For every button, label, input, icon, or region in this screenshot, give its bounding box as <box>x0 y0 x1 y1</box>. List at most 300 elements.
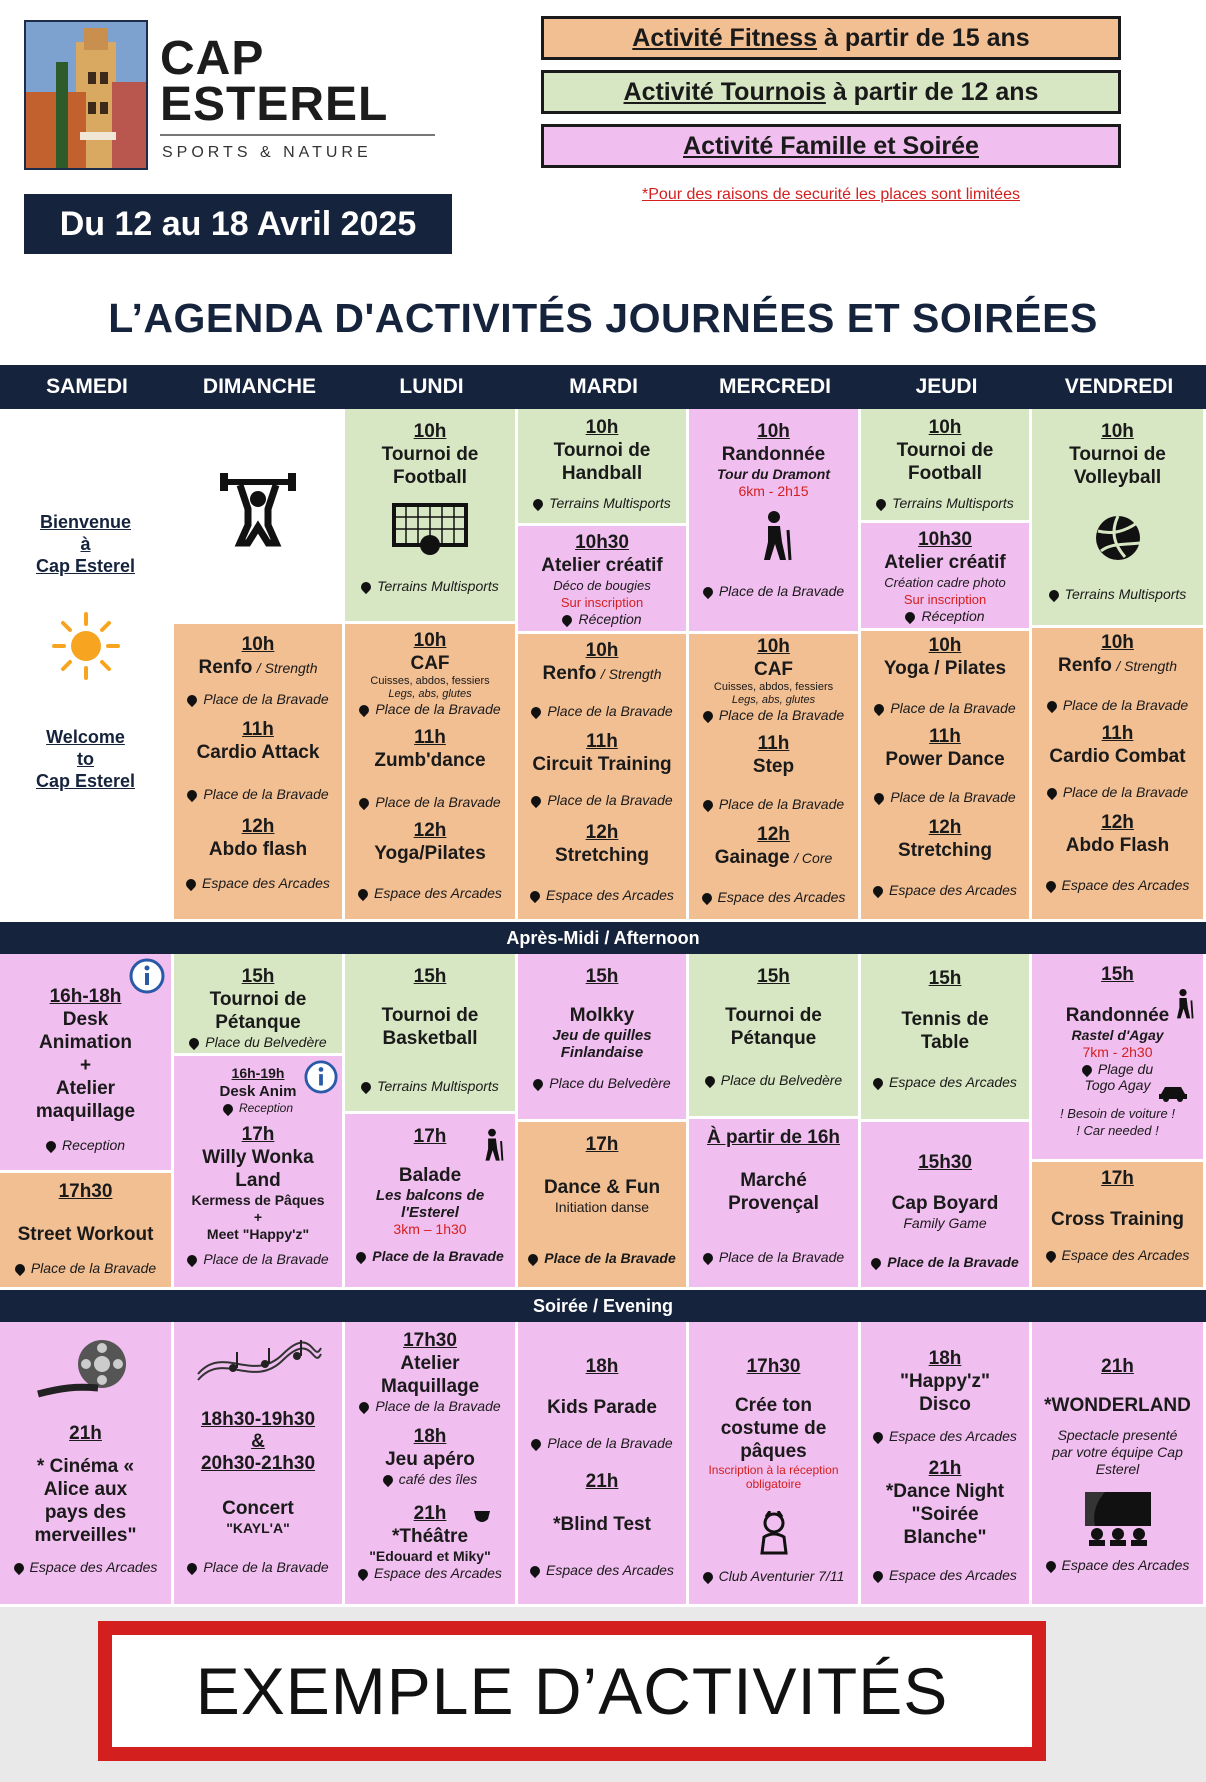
time-label: 18h30-19h30 <box>200 1409 316 1430</box>
time-label: 21h <box>928 1458 962 1479</box>
pin-icon <box>701 1570 715 1584</box>
registration-note: Sur inscription <box>903 592 987 607</box>
volleyball-icon <box>1093 513 1143 563</box>
pin-icon <box>526 1252 540 1266</box>
location: Place de la Bravade <box>518 703 686 719</box>
welcome-fr: Bienvenue à Cap Esterel <box>35 512 136 576</box>
activity-name: Randonnée <box>721 444 826 465</box>
pin-icon <box>871 1569 885 1583</box>
sun-icon <box>51 611 121 681</box>
village-illustration <box>26 22 146 168</box>
location: Place de la Bravade <box>518 792 686 808</box>
vendredi-tournoi-volleyball <box>1032 409 1206 628</box>
activity-name: Desk Anim <box>219 1083 297 1100</box>
activity-name: Tournoi de Volleyball <box>1069 444 1166 488</box>
location: Place de la Bravade <box>1032 784 1203 800</box>
music-notes-icon <box>193 1334 323 1394</box>
activity-name: Abdo Flash <box>1065 835 1170 856</box>
activity-name: *Dance Night "Soirée Blanche" <box>885 1481 1005 1548</box>
activity-name: Street Workout <box>17 1224 154 1245</box>
time-label: 21h <box>69 1423 102 1444</box>
location: Place de la Bravade <box>518 1435 686 1451</box>
vendredi-randonnee <box>1032 954 1206 1162</box>
pin-icon <box>529 1437 543 1451</box>
time-label: 12h <box>757 824 790 845</box>
time-label: 10h <box>1101 632 1134 653</box>
info-icon <box>129 958 165 994</box>
distance-duration: 3km – 1h30 <box>393 1221 467 1237</box>
pin-icon <box>1045 699 1059 713</box>
welcome-en: Welcome to Cap Esterel <box>35 727 136 791</box>
pin-icon <box>1043 1249 1057 1263</box>
day-header-vendredi: VENDREDI <box>1032 365 1206 409</box>
time-label: 17h30 <box>58 1181 113 1202</box>
mardi-evening-block <box>518 1322 689 1607</box>
activity-name: Tennis de Table <box>901 1009 989 1053</box>
car-warning-fr: ! Besoin de voiture ! <box>1060 1106 1175 1121</box>
location: Espace des Arcades <box>861 1074 1029 1090</box>
activity-name: Randonnée <box>1065 1005 1170 1026</box>
pin-icon <box>44 1139 58 1153</box>
dimanche-fitness-block <box>174 624 345 922</box>
time-label: 11h <box>242 719 274 740</box>
time-label: 10h <box>241 634 275 655</box>
pin-icon <box>903 610 917 624</box>
activity-name: CAF <box>753 659 794 680</box>
time-label: 18h <box>585 1356 619 1377</box>
activity-name: "Happy'z" Disco <box>899 1371 991 1415</box>
pin-icon <box>872 791 886 805</box>
time-label: 10h <box>413 630 447 651</box>
mardi-atelier-creatif <box>518 526 689 634</box>
location: Réception <box>861 608 1029 624</box>
location: Espace des Arcades <box>861 882 1029 898</box>
activity-name: Zumb'dance <box>374 750 486 771</box>
pin-icon <box>869 1256 883 1270</box>
activity-name: Yoga/Pilates <box>374 843 486 864</box>
location: Espace des Arcades <box>1032 1557 1203 1573</box>
stage-show-icon <box>1083 1490 1153 1546</box>
location: Place de la Bravade <box>0 1260 171 1276</box>
jeudi-cap-boyard <box>861 1122 1032 1290</box>
time-label: 17h30 <box>746 1356 801 1377</box>
distance-duration: 6km - 2h15 <box>738 483 809 499</box>
samedi-desk-animation <box>0 954 174 1173</box>
location: Place du Belvedère <box>689 1072 858 1088</box>
location: Place de la Bravade <box>345 1398 515 1414</box>
location: Place de la Bravade <box>345 794 515 810</box>
pin-icon <box>356 887 370 901</box>
day-header-lundi: LUNDI <box>345 365 518 409</box>
location: Espace des Arcades <box>0 1559 171 1575</box>
pin-icon <box>703 1074 717 1088</box>
location: Place de la Bravade <box>518 1250 686 1266</box>
location: Espace des Arcades <box>1032 1247 1203 1263</box>
time-label: 11h <box>414 727 446 748</box>
activity-name: Tournoi de Basketball <box>381 1005 479 1049</box>
welcome-cell <box>0 409 174 922</box>
pin-icon <box>872 702 886 716</box>
location: Espace des Arcades <box>861 1428 1029 1444</box>
location: Place de la Bravade <box>861 789 1029 805</box>
activity-name: Stretching <box>555 845 649 866</box>
pin-icon <box>699 891 713 905</box>
location: Place de la Bravade <box>689 583 858 599</box>
location: Espace des Arcades <box>861 1567 1029 1583</box>
time-label: 17h <box>1101 1168 1134 1189</box>
location: Place de la Bravade <box>689 707 858 723</box>
mardi-fitness-block <box>518 634 689 922</box>
film-reel-icon <box>36 1336 136 1400</box>
activity-detail: Les balcons de l'Esterel <box>375 1187 485 1221</box>
pin-icon <box>701 798 715 812</box>
pin-icon <box>531 497 545 511</box>
time-label: 21h <box>1101 1356 1134 1377</box>
location: café des îles <box>345 1471 515 1487</box>
activity-name: Atelier maquillage <box>35 1078 136 1122</box>
time-label: 10h <box>757 636 790 657</box>
safety-note: *Pour des raisons de securité les places sont limitées <box>642 186 1020 203</box>
distance-duration: 7km - 2h30 <box>1082 1044 1153 1060</box>
pin-icon <box>354 1250 368 1264</box>
weightlifter-icon <box>218 469 298 549</box>
artist-name: "KAYL'A" <box>226 1520 290 1536</box>
pin-icon <box>187 1036 201 1050</box>
registration-note: Sur inscription <box>560 595 644 610</box>
activity-detail: Cuisses, abdos, fessiers <box>370 675 490 687</box>
pin-icon <box>701 585 715 599</box>
location: Club Aventurier 7/11 <box>689 1568 858 1584</box>
registration-note: Inscription à la réception obligatoire <box>708 1463 839 1491</box>
car-warning-en: ! Car needed ! <box>1076 1123 1159 1138</box>
mercredi-costume-paques <box>689 1322 861 1607</box>
time-label: 12h <box>585 822 619 843</box>
activity-name: Tournoi de Football <box>381 444 479 488</box>
activity-name: Molkky <box>569 1005 635 1026</box>
location: Place de la Bravade <box>174 1251 342 1267</box>
pin-icon <box>874 497 888 511</box>
mercredi-fitness-block <box>689 634 861 922</box>
time-separator: & <box>251 1431 265 1452</box>
dimanche-tournoi-petanque <box>174 954 345 1056</box>
activity-name: Yoga / Pilates <box>883 658 1007 679</box>
time-label: 18h <box>928 1348 962 1369</box>
time-label: 17h <box>413 1126 447 1147</box>
location: Espace des Arcades <box>174 875 342 891</box>
time-label: 17h <box>241 1124 275 1145</box>
activity-name: * Cinéma « Alice aux pays des merveilles" <box>34 1456 137 1546</box>
location: Place de la Bravade <box>174 691 342 707</box>
activity-name: Circuit Training <box>532 754 672 775</box>
time-label: 10h <box>928 417 962 438</box>
time-label: 10h30 <box>575 532 629 553</box>
time-label: 10h <box>585 640 619 661</box>
pin-icon <box>528 1564 542 1578</box>
location: Place de la Bravade <box>861 1254 1029 1270</box>
activity-detail: Spectacle presenté par votre équipe Cap Esterel <box>1052 1427 1183 1477</box>
pin-icon <box>221 1102 235 1116</box>
brand-name: CAP ESTEREL <box>160 32 389 131</box>
time-label: 11h <box>586 731 618 752</box>
time-label: 21h <box>585 1471 619 1492</box>
activity-detail: Rastel d'Agay <box>1071 1027 1164 1043</box>
time-label: 20h30-21h30 <box>200 1453 316 1474</box>
time-label: 15h <box>585 966 619 987</box>
activity-name: Renfo / Strength <box>198 657 318 678</box>
activity-name: Abdo flash <box>208 839 308 860</box>
day-header-mercredi: MERCREDI <box>689 365 861 409</box>
location: Place de la Bravade <box>174 786 342 802</box>
location: Espace des Arcades <box>518 887 686 903</box>
pin-icon <box>381 1473 395 1487</box>
pin-icon <box>357 703 371 717</box>
activity-name: Dance & Fun <box>543 1177 661 1198</box>
activity-name: Jeu apéro <box>385 1449 475 1470</box>
pin-icon <box>529 705 543 719</box>
activity-name: Atelier Maquillage <box>381 1353 480 1397</box>
location: Terrains Multisports <box>345 578 515 594</box>
time-label: 15h <box>1101 964 1134 985</box>
time-label: 10h <box>928 635 962 656</box>
time-label: 21h <box>413 1503 447 1524</box>
activity-name: Willy Wonka Land <box>202 1147 314 1191</box>
legend-tournois: Activité Tournois à partir de 12 ans <box>541 70 1121 114</box>
time-label: 15h30 <box>918 1152 972 1173</box>
location: Espace des Arcades <box>518 1562 686 1578</box>
vendredi-fitness-block <box>1032 628 1206 922</box>
activity-detail: Initiation danse <box>554 1199 650 1215</box>
location: Reception <box>0 1137 171 1153</box>
time-label: 10h <box>413 421 447 442</box>
time-label: 10h <box>585 417 619 438</box>
activity-name: Stretching <box>898 840 992 861</box>
day-header-mardi: MARDI <box>518 365 689 409</box>
location: Place de la Bravade <box>689 796 858 812</box>
location: Place de la Bravade <box>1032 697 1203 713</box>
pin-icon <box>1045 786 1059 800</box>
time-label: 12h <box>1101 812 1134 833</box>
child-costume-icon <box>754 1511 794 1555</box>
jeudi-tournoi-football <box>861 409 1032 523</box>
pin-icon <box>1047 588 1061 602</box>
lundi-fitness-block <box>345 624 518 922</box>
time-label: 12h <box>241 816 275 837</box>
pin-icon <box>359 580 373 594</box>
info-icon <box>304 1060 338 1094</box>
day-header-dimanche: DIMANCHE <box>174 365 345 409</box>
mercredi-randonnee <box>689 409 861 634</box>
activity-name: Balade <box>398 1165 462 1186</box>
activity-detail: Jeu de quilles Finlandaise <box>552 1027 652 1061</box>
afternoon-band: Après-Midi / Afternoon <box>0 922 1206 954</box>
activity-name: Tournoi de Pétanque <box>725 1005 822 1049</box>
location: Réception <box>518 611 686 627</box>
location: Plage du Togo Agay <box>1032 1061 1203 1093</box>
activity-detail-en: Legs, abs, glutes <box>731 694 816 706</box>
activity-name: Cross Training <box>1050 1209 1185 1230</box>
mardi-tournoi-handball <box>518 409 689 526</box>
time-label: 12h <box>928 817 962 838</box>
pin-icon <box>185 788 199 802</box>
activity-name: Renfo / Strength <box>1058 655 1177 676</box>
time-label: 16h-18h <box>49 986 122 1007</box>
car-icon <box>1157 1084 1189 1102</box>
legend-fitness: Activité Fitness à partir de 15 ans <box>541 16 1121 60</box>
location: Terrains Multisports <box>345 1078 515 1094</box>
activity-name: *Blind Test <box>553 1514 651 1535</box>
pin-icon <box>357 796 371 810</box>
example-banner: EXEMPLE D’ACTIVITÉS <box>98 1621 1046 1761</box>
location: Place de la Bravade <box>861 700 1029 716</box>
time-label: 15h <box>413 966 447 987</box>
lundi-evening-block <box>345 1322 518 1607</box>
time-label: 16h-19h <box>231 1065 285 1081</box>
mardi-dance-fun <box>518 1122 689 1290</box>
pin-icon <box>871 1076 885 1090</box>
time-label: 10h30 <box>918 529 972 550</box>
pin-icon <box>529 794 543 808</box>
mardi-molkky <box>518 954 689 1122</box>
activity-name: Power Dance <box>885 749 1005 770</box>
activity-name: Tournoi de Football <box>896 440 994 484</box>
location: Terrains Multisports <box>518 495 686 511</box>
location: Place de la Bravade <box>174 1559 342 1575</box>
time-label: 15h <box>928 968 962 989</box>
activity-name: Cap Boyard <box>891 1193 999 1214</box>
activity-name: Gainage / Core <box>714 847 833 868</box>
pin-icon <box>528 889 542 903</box>
pin-icon <box>560 613 574 627</box>
activity-name: Marché Provençal <box>728 1170 819 1214</box>
activity-detail: Création cadre photo <box>884 575 1006 590</box>
activity-name: CAF <box>410 653 450 674</box>
location: Terrains Multisports <box>861 495 1029 511</box>
pin-icon <box>871 884 885 898</box>
activity-detail: Meet "Happy'z" <box>206 1226 310 1242</box>
jeudi-evening-block <box>861 1322 1032 1607</box>
activity-name: Tournoi de Handball <box>553 440 651 484</box>
activity-name: *WONDERLAND <box>1044 1395 1191 1416</box>
activity-name: Concert <box>222 1498 294 1519</box>
pin-icon <box>1080 1063 1094 1077</box>
pin-icon <box>531 1077 545 1091</box>
theatre-mask-icon <box>473 1510 491 1524</box>
legend-famille: Activité Famille et Soirée <box>541 124 1121 168</box>
location: Espace des Arcades <box>1032 877 1203 893</box>
time-label: À partir de 16h <box>706 1127 841 1148</box>
location: Place de la Bravade <box>345 1248 515 1264</box>
time-label: 17h <box>585 1134 619 1155</box>
play-title: "Edouard et Miky" <box>369 1548 491 1564</box>
day-header-jeudi: JEUDI <box>861 365 1032 409</box>
time-label: 10h <box>1101 421 1134 442</box>
activity-name: Cardio Combat <box>1049 746 1186 767</box>
time-label: 15h <box>241 966 275 987</box>
activity-name: Renfo / Strength <box>542 663 662 684</box>
jeudi-atelier-creatif <box>861 523 1032 631</box>
date-range-banner: Du 12 au 18 Avril 2025 <box>24 194 452 254</box>
pin-icon <box>359 1080 373 1094</box>
pin-icon <box>184 877 198 891</box>
activity-detail: Kermess de Pâques <box>191 1192 325 1208</box>
time-label: 15h <box>757 966 790 987</box>
hiker-icon <box>754 510 794 562</box>
location: Place de la Bravade <box>689 1249 858 1265</box>
time-label: 18h <box>413 1426 447 1447</box>
lundi-balade <box>345 1114 518 1290</box>
mercredi-marche-provencal <box>689 1119 861 1290</box>
activity-detail: Cuisses, abdos, fessiers <box>713 681 834 693</box>
activity-detail: Tour du Dramont <box>716 466 831 482</box>
activity-name: Atelier créatif <box>884 552 1006 573</box>
logo-image <box>24 20 148 170</box>
activity-name: Atelier créatif <box>541 555 663 576</box>
activity-name: Desk Animation <box>39 1009 132 1053</box>
activity-name: *Théâtre <box>391 1526 469 1547</box>
vendredi-cross-training <box>1032 1162 1206 1290</box>
activity-name: Kids Parade <box>547 1397 657 1418</box>
plus-separator: + <box>253 1209 263 1225</box>
jeudi-tennis-de-table <box>861 954 1032 1122</box>
pin-icon <box>701 1251 715 1265</box>
evening-band: Soirée / Evening <box>0 1290 1206 1322</box>
hiker-icon <box>1171 988 1195 1020</box>
lundi-tournoi-football <box>345 409 518 624</box>
plus-separator: + <box>79 1055 92 1076</box>
location: Reception <box>174 1100 342 1116</box>
activity-name: Tournoi de Pétanque <box>209 989 307 1033</box>
page-title: L’AGENDA D'ACTIVITÉS JOURNÉES ET SOIRÉES <box>108 295 1098 341</box>
location: Espace des Arcades <box>345 1565 515 1581</box>
pin-icon <box>185 693 199 707</box>
pin-icon <box>13 1262 27 1276</box>
samedi-cinema <box>0 1322 174 1607</box>
activity-detail: Family Game <box>903 1215 987 1231</box>
activity-name: Step <box>752 756 795 777</box>
pin-icon <box>1043 1559 1057 1573</box>
brand-tagline: SPORTS & NATURE <box>162 144 372 161</box>
samedi-street-workout <box>0 1173 174 1290</box>
dimanche-willy-wonka <box>174 1056 345 1290</box>
location: Place de la Bravade <box>345 701 515 717</box>
day-header-samedi: SAMEDI <box>0 365 174 409</box>
jeudi-fitness-block <box>861 631 1032 922</box>
location: Place du Belvedère <box>174 1034 342 1050</box>
pin-icon <box>356 1567 370 1581</box>
location: Terrains Multisports <box>1032 586 1203 602</box>
soccer-goal-icon <box>390 501 470 557</box>
time-label: 12h <box>413 820 447 841</box>
brand-divider <box>160 134 435 136</box>
time-label: 17h30 <box>403 1330 457 1351</box>
vendredi-wonderland <box>1032 1322 1206 1607</box>
mercredi-tournoi-petanque <box>689 954 861 1119</box>
activity-detail: Déco de bougies <box>553 578 651 593</box>
location: Espace des Arcades <box>345 885 515 901</box>
pin-icon <box>357 1400 371 1414</box>
pin-icon <box>1043 879 1057 893</box>
hiker-icon <box>479 1128 505 1162</box>
time-label: 10h <box>757 421 790 442</box>
pin-icon <box>11 1561 25 1575</box>
activity-name: Cardio Attack <box>196 742 320 763</box>
pin-icon <box>871 1430 885 1444</box>
location: Place du Belvedère <box>518 1075 686 1091</box>
pin-icon <box>185 1253 199 1267</box>
activity-name: Crée ton costume de pâques <box>720 1395 827 1462</box>
dimanche-concert <box>174 1322 345 1607</box>
time-label: 11h <box>757 733 790 754</box>
